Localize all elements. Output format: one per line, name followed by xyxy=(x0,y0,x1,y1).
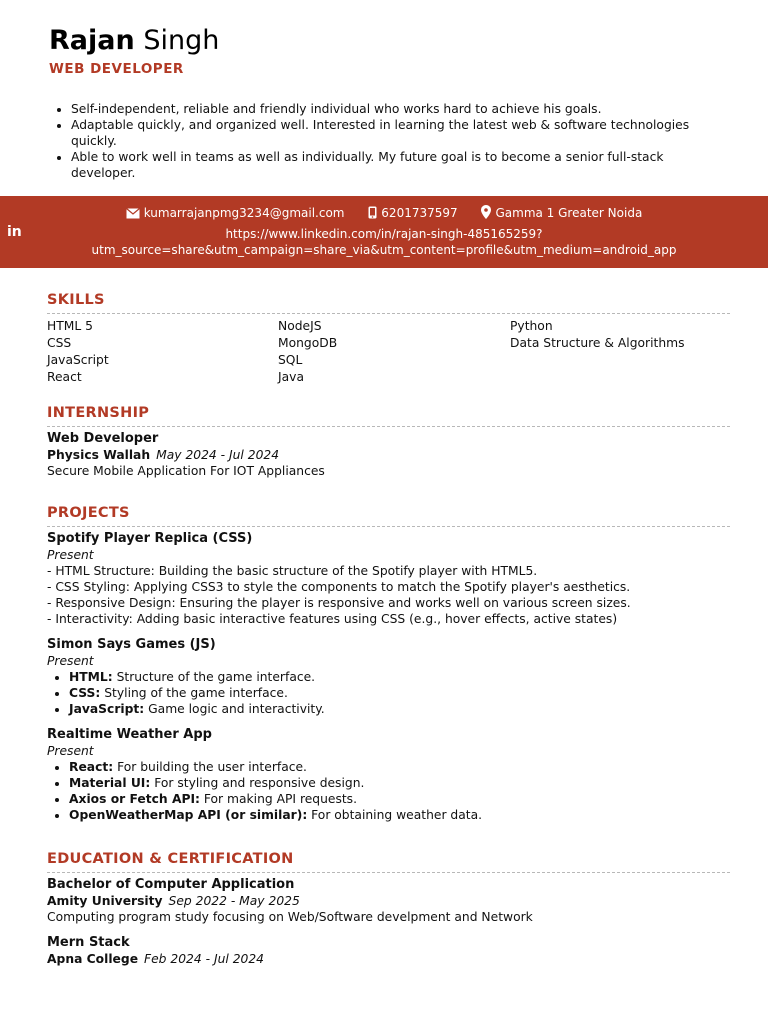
linkedin-url-line2: utm_source=share&utm_campaign=share_via&utm_content=profile&utm_medium=android_app xyxy=(91,243,677,257)
skills-column-1 xyxy=(47,318,278,386)
education-description: Computing program study focusing on Web/Software develpment and Network xyxy=(47,910,533,924)
education-entry xyxy=(47,935,730,967)
education-dates: Feb 2024 - Jul 2024 xyxy=(144,952,264,966)
project-detail-item xyxy=(69,775,730,791)
project-detail: - HTML Structure: Building the basic structure of the Spotify player with HTML5. xyxy=(47,564,538,578)
skills-column-2 xyxy=(278,318,510,386)
internship-description: Secure Mobile Application For IOT Appliances xyxy=(47,464,325,478)
summary-item: • Able to work well in teams as well as individually. My future goal is to become a senior full-stack developer. xyxy=(71,149,729,181)
education-degree: Mern Stack xyxy=(47,935,130,950)
education-entry xyxy=(47,877,730,925)
internship-role: Web Developer xyxy=(47,431,159,446)
project-name: Realtime Weather App xyxy=(47,727,212,742)
detail-text: For obtaining weather data. xyxy=(307,808,483,822)
project-detail: - Interactivity: Adding basic interactive features using CSS (e.g., hover effects, active states) xyxy=(47,612,618,626)
first-name: Rajan xyxy=(49,25,135,56)
location-text: Gamma 1 Greater Noida xyxy=(495,206,643,220)
skill-item: React xyxy=(47,370,82,384)
internship-section xyxy=(47,403,730,489)
internship-company: Physics Wallah xyxy=(47,448,151,462)
internship-org-line xyxy=(47,447,730,463)
location-pin-icon xyxy=(481,205,491,219)
linkedin-icon: in xyxy=(7,224,22,240)
internship-heading: INTERNSHIP xyxy=(47,403,730,427)
detail-label: JavaScript: xyxy=(69,702,145,716)
summary-item: • Self-independent, reliable and friendly individual who works hard to achieve his goals. xyxy=(71,101,729,117)
location-contact xyxy=(481,205,642,221)
contact-band xyxy=(0,196,768,268)
education-school: Apna College xyxy=(47,952,139,966)
project-status: Present xyxy=(47,744,94,758)
email-icon xyxy=(126,208,140,219)
skill-item: MongoDB xyxy=(278,336,338,350)
phone-contact[interactable] xyxy=(368,205,457,221)
internship-entry xyxy=(47,431,730,479)
education-org-line xyxy=(47,951,730,967)
detail-label: OpenWeatherMap API (or similar): xyxy=(69,808,308,822)
phone-text: 6201737597 xyxy=(381,206,458,220)
education-section xyxy=(47,849,730,977)
email-contact[interactable] xyxy=(126,205,345,221)
detail-text: For making API requests. xyxy=(199,792,357,806)
skill-item: HTML 5 xyxy=(47,319,93,333)
projects-heading: PROJECTS xyxy=(47,503,730,527)
project-detail-item xyxy=(69,759,730,775)
skill-item: Python xyxy=(510,319,553,333)
skills-grid xyxy=(47,318,730,386)
education-dates: Sep 2022 - May 2025 xyxy=(168,894,300,908)
detail-text: Structure of the game interface. xyxy=(112,670,316,684)
education-org-line xyxy=(47,893,730,909)
detail-text: Styling of the game interface. xyxy=(100,686,288,700)
email-text: kumarrajanpmg3234@gmail.com xyxy=(143,206,345,220)
skill-item: JavaScript xyxy=(47,353,109,367)
detail-label: Material UI: xyxy=(69,776,151,790)
detail-label: CSS: xyxy=(69,686,101,700)
project-entry xyxy=(47,531,730,627)
internship-dates: May 2024 - Jul 2024 xyxy=(156,448,280,462)
summary-list xyxy=(49,101,729,181)
skill-item: Data Structure & Algorithms xyxy=(510,336,685,350)
resume-header xyxy=(49,24,219,77)
project-detail: - CSS Styling: Applying CSS3 to style the components to match the Spotify player's aesthetics. xyxy=(47,580,631,594)
detail-text: Game logic and interactivity. xyxy=(144,702,325,716)
linkedin-url-line1: https://www.linkedin.com/in/rajan-singh-485165259? xyxy=(225,227,543,241)
skill-item: NodeJS xyxy=(278,319,322,333)
project-name: Spotify Player Replica (CSS) xyxy=(47,531,253,546)
detail-text: For styling and responsive design. xyxy=(150,776,365,790)
project-detail-list xyxy=(47,759,730,823)
contact-row xyxy=(0,205,768,221)
skills-column-3 xyxy=(510,318,730,386)
project-name: Simon Says Games (JS) xyxy=(47,637,216,652)
project-detail: - Responsive Design: Ensuring the player is responsive and works well on various screen sizes. xyxy=(47,596,631,610)
linkedin-link[interactable] xyxy=(0,226,768,258)
detail-label: HTML: xyxy=(69,670,113,684)
phone-icon xyxy=(368,206,377,219)
projects-section xyxy=(47,503,730,833)
job-title: WEB DEVELOPER xyxy=(49,61,184,77)
project-status: Present xyxy=(47,654,94,668)
skills-section xyxy=(47,290,730,386)
skill-item: SQL xyxy=(278,353,303,367)
project-detail-item xyxy=(69,685,730,701)
detail-label: React: xyxy=(69,760,114,774)
skill-item: CSS xyxy=(47,336,72,350)
project-detail-item xyxy=(69,669,730,685)
education-degree: Bachelor of Computer Application xyxy=(47,877,295,892)
summary-item: • Adaptable quickly, and organized well. Interested in learning the latest web & software technologies quickly. xyxy=(71,117,729,149)
summary-section xyxy=(49,101,729,181)
detail-text: For building the user interface. xyxy=(113,760,307,774)
detail-label: Axios or Fetch API: xyxy=(69,792,200,806)
skill-item: Java xyxy=(278,370,304,384)
project-detail-item xyxy=(69,701,730,717)
last-name: Singh xyxy=(143,25,220,56)
project-status: Present xyxy=(47,548,94,562)
project-entry xyxy=(47,637,730,717)
project-entry xyxy=(47,727,730,823)
project-detail-item xyxy=(69,791,730,807)
skills-heading: SKILLS xyxy=(47,290,730,314)
candidate-name xyxy=(49,24,219,58)
project-detail-list xyxy=(47,669,730,717)
education-heading: EDUCATION & CERTIFICATION xyxy=(47,849,730,873)
education-school: Amity University xyxy=(47,894,163,908)
project-detail-item xyxy=(69,807,730,823)
